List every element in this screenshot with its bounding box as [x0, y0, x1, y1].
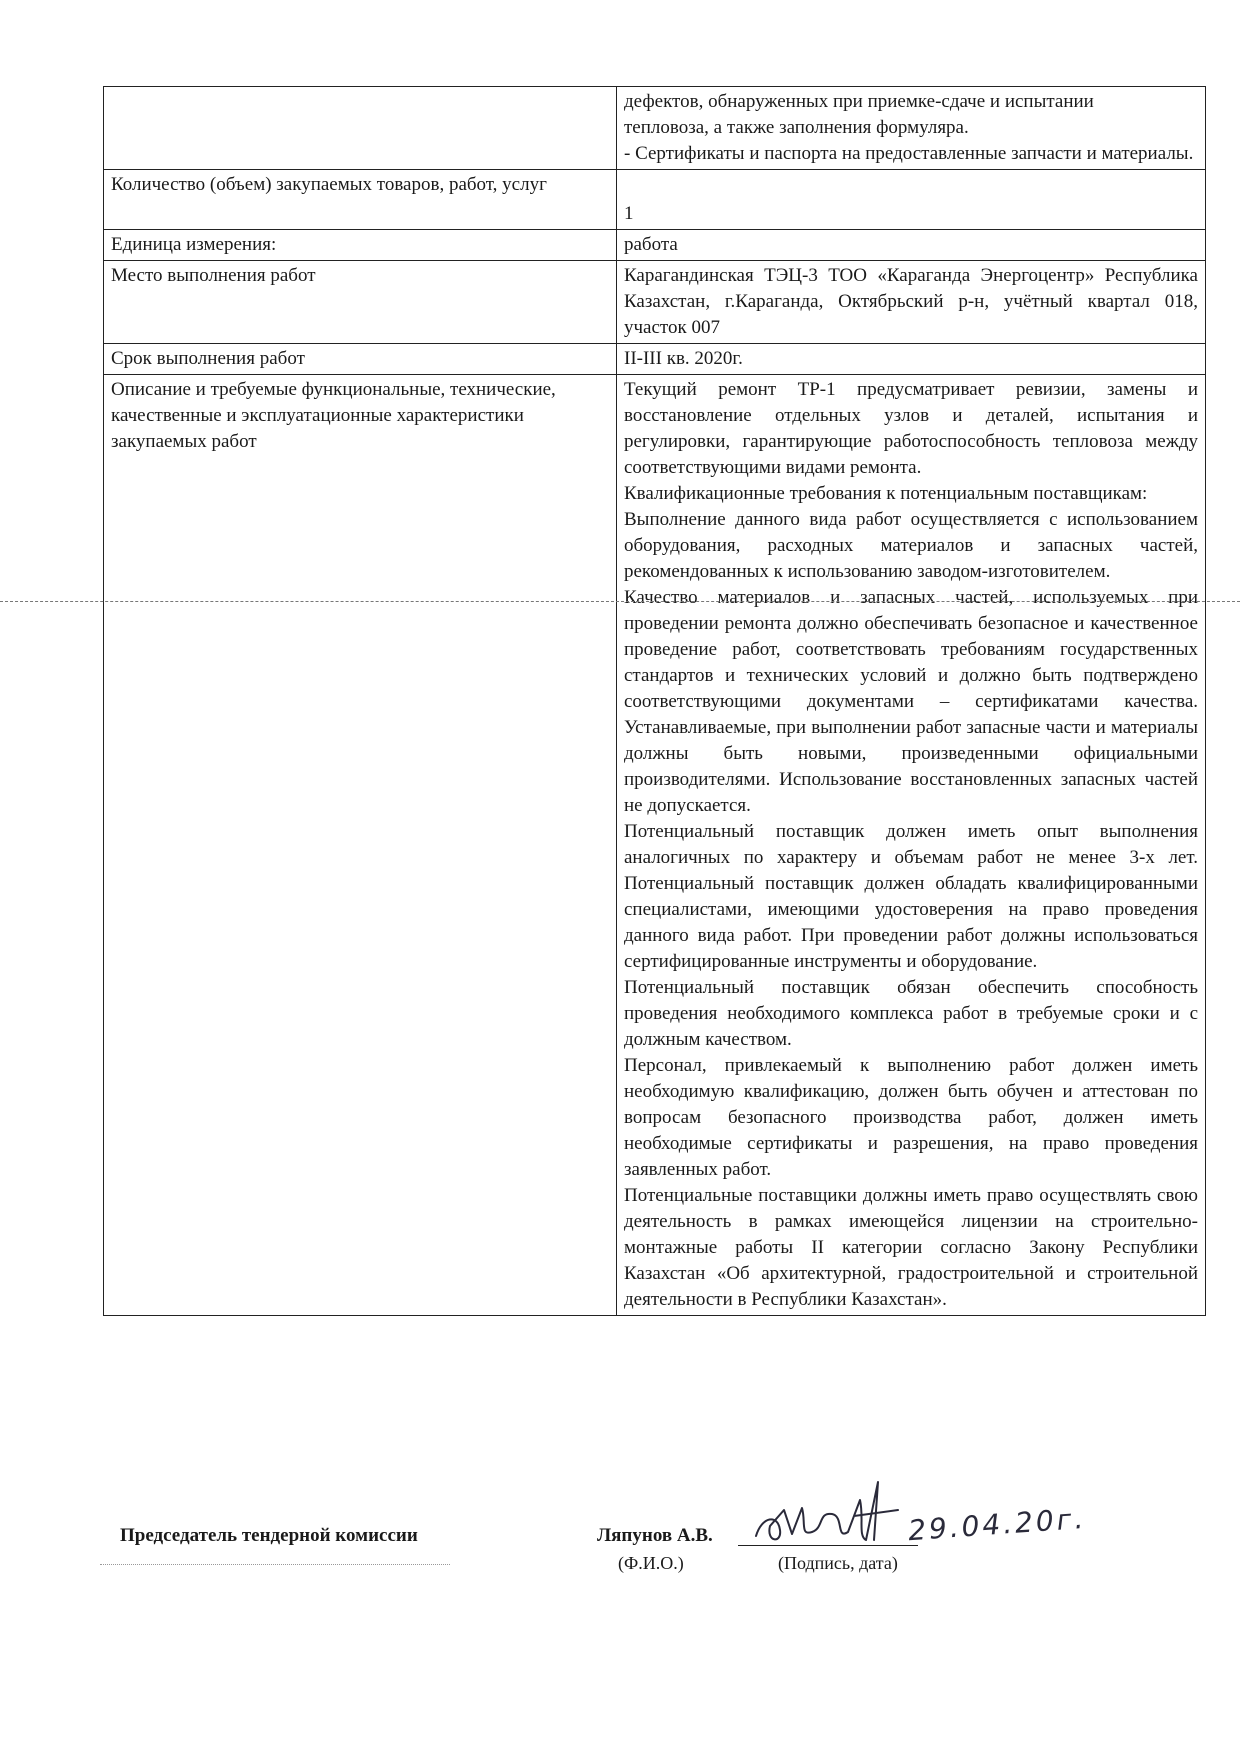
- description-label: Описание и требуемые функциональные, технические, качественные и эксплуатационные характеристики закупаемых работ: [104, 375, 617, 1316]
- unit-label: Единица измерения:: [104, 230, 617, 261]
- quantity-label: Количество (объем) закупаемых товаров, работ, услуг: [104, 170, 617, 230]
- qualification-heading: Квалификационные требования к потенциальным поставщикам:: [624, 483, 1148, 504]
- defects-line-1: дефектов, обнаруженных при приемке-сдаче и испытании: [624, 91, 1094, 112]
- chair-name: Ляпунов А.В.: [597, 1525, 713, 1546]
- description-paragraph: Текущий ремонт ТР-1 предусматривает ревизии, замены и восстановление отдельных узлов и деталей, испытания и регулировки, гарантирующие работоспособность тепловоза между соответствующими видами ремонта.: [624, 379, 1198, 478]
- quantity-value: 1: [624, 203, 634, 224]
- term-label: Срок выполнения работ: [104, 344, 617, 375]
- description-paragraph: Качество материалов и запасных частей, используемых при проведении ремонта должно обеспечивать безопасное и качественное проведение работ, соответствовать требованиям государственных стандартов и технических условий и должно быть подтверждено соответствующими документами – сертификатами качества. Устанавливаемые, при выполнении работ запасные части и материалы должны быть новыми, произведенными официальными производителями. Использование восстановленных запасных частей не допускается.: [624, 587, 1198, 816]
- fio-caption: (Ф.И.О.): [618, 1553, 684, 1573]
- description-paragraph: Потенциальный поставщик должен иметь опыт выполнения аналогичных по характеру и объемам работ не менее 3-х лет. Потенциальный поставщик должен обладать квалифицированными специалистами, имеющими удостоверения на право проведения данного вида работ. При проведении работ должны использоваться сертифицированные инструменты и оборудование.: [624, 821, 1198, 972]
- quantity-cell: [617, 170, 1206, 230]
- defects-line-2: тепловоза, а также заполнения формуляра.: [624, 117, 969, 138]
- handwritten-signature: [748, 1470, 918, 1555]
- table-row: [104, 261, 1206, 344]
- handwritten-date: 29.04.20г.: [907, 1501, 1088, 1548]
- signature-line: [738, 1545, 918, 1546]
- unit-value: работа: [617, 230, 1206, 261]
- description-cell: [617, 375, 1206, 1316]
- table-row: [104, 344, 1206, 375]
- signature-date-caption: (Подпись, дата): [778, 1553, 898, 1573]
- scan-artifact-dots: [100, 1564, 450, 1565]
- certificates-line: - Сертификаты и паспорта на предоставленные запчасти и материалы.: [624, 143, 1194, 164]
- description-paragraph: Потенциальные поставщики должны иметь право осуществлять свою деятельность в рамках имеющейся лицензии на строительно-монтажные работы II категории согласно Закону Республики Казахстан «Об архитектурной, градостроительной и строительной деятельности в Республики Казахстан».: [624, 1185, 1198, 1310]
- table-row: [104, 170, 1206, 230]
- place-label: Место выполнения работ: [104, 261, 617, 344]
- term-value: II-III кв. 2020г.: [617, 344, 1206, 375]
- table-row: [104, 230, 1206, 261]
- table-row: [104, 375, 1206, 1316]
- table-row: [104, 87, 1206, 170]
- description-paragraph: Персонал, привлекаемый к выполнению работ должен иметь необходимую квалификацию, должен быть обучен и аттестован по вопросам безопасного производства работ, должен иметь необходимые сертификаты и разрешения, на право проведения заявленных работ.: [624, 1055, 1198, 1180]
- scan-page-break-line: [0, 601, 1240, 602]
- description-paragraph: Выполнение данного вида работ осуществляется с использованием оборудования, расходных материалов и запасных частей, рекомендованных к использованию заводом-изготовителем.: [624, 509, 1198, 582]
- description-paragraph: Потенциальный поставщик обязан обеспечить способность проведения необходимого комплекса работ в требуемые сроки и с должным качеством.: [624, 977, 1198, 1050]
- requirements-table: [103, 86, 1206, 1316]
- place-value: Карагандинская ТЭЦ-3 ТОО «Караганда Энергоцентр» Республика Казахстан, г.Караганда, Октябрьский р-н, учётный квартал 018, участок 007: [617, 261, 1206, 344]
- empty-cell: [104, 87, 617, 170]
- defects-cell: [617, 87, 1206, 170]
- chair-label: Председатель тендерной комиссии: [120, 1525, 418, 1546]
